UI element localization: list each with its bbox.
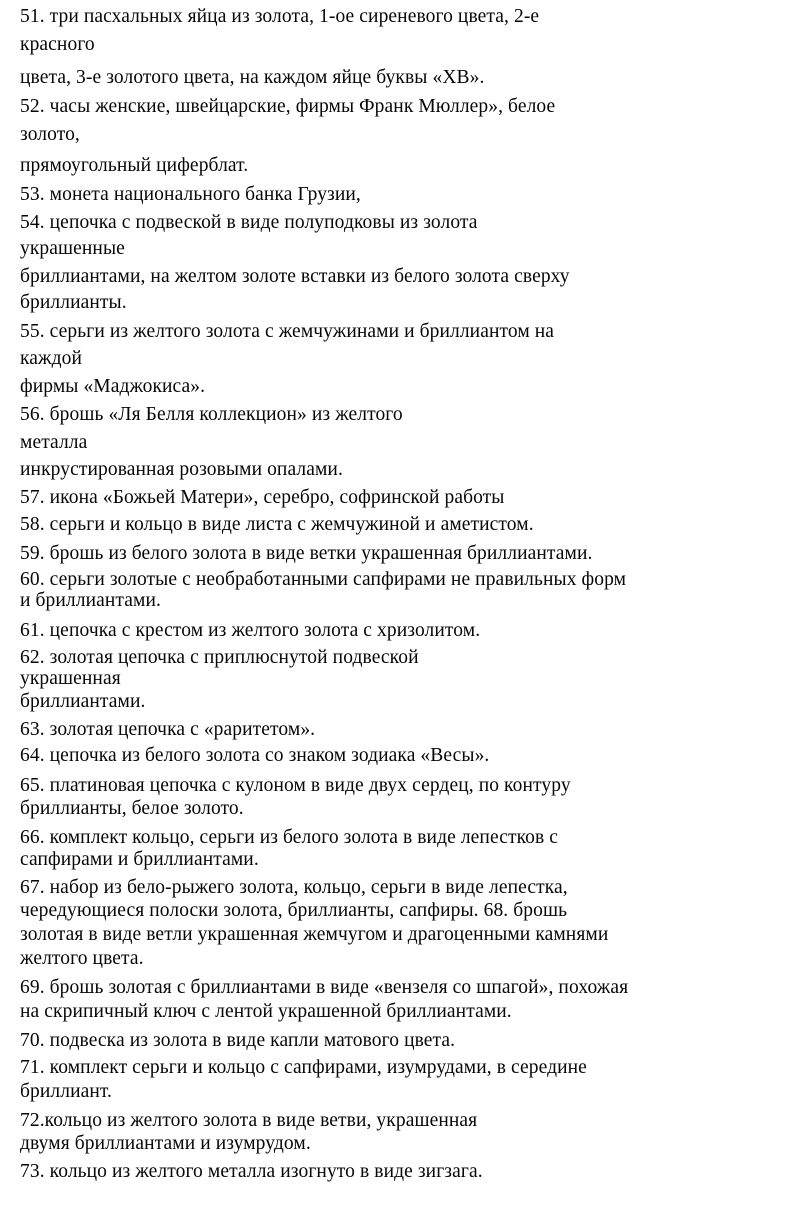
text-line: фирмы «Маджокиса». [20, 376, 206, 397]
text-line: бриллиант. [20, 1081, 113, 1102]
text-line: 57. икона «Божьей Матери», серебро, софринской работы [20, 487, 505, 508]
text-line: 65. платиновая цепочка с кулоном в виде двух сердец, по контуру [20, 775, 571, 796]
text-line: 56. брошь «Ля Белля коллекцион» из желтого [20, 404, 403, 425]
text-line: цвета, 3-е золотого цвета, на каждом яйце буквы «ХВ». [20, 67, 485, 88]
text-line: 62. золотая цепочка с приплюснутой подвеской [20, 647, 419, 668]
text-line: 71. комплект серьги и кольцо с сапфирами, изумрудами, в середине [20, 1057, 587, 1078]
text-line: 54. цепочка с подвеской в виде полуподковы из золота [20, 212, 478, 233]
text-line: металла [20, 432, 88, 453]
text-line: на скрипичный ключ с лентой украшенной бриллиантами. [20, 1001, 512, 1022]
text-line: каждой [20, 348, 83, 369]
text-line: бриллианты. [20, 292, 127, 313]
text-line: 55. серьги из желтого золота с жемчужинами и бриллиантом на [20, 321, 555, 342]
text-line: и бриллиантами. [20, 590, 161, 611]
text-line: 70. подвеска из золота в виде капли матового цвета. [20, 1030, 456, 1051]
text-line: 67. набор из бело-рыжего золота, кольцо, серьги в виде лепестка, [20, 877, 568, 898]
text-line: бриллиантами. [20, 691, 146, 712]
text-line: 61. цепочка с крестом из желтого золота с хризолитом. [20, 620, 481, 641]
text-line: чередующиеся полоски золота, бриллианты, сапфиры. 68. брошь [20, 900, 568, 921]
text-line: украшенная [20, 668, 121, 689]
text-line: 72.кольцо из желтого золота в виде ветви, украшенная [20, 1110, 478, 1131]
text-line: 69. брошь золотая с бриллиантами в виде «вензеля со шпагой», похожая [20, 977, 629, 998]
text-line: бриллианты, белое золото. [20, 798, 244, 819]
text-line: 51. три пасхальных яйца из золота, 1-ое сиреневого цвета, 2-е [20, 6, 540, 27]
text-line: инкрустированная розовыми опалами. [20, 459, 343, 480]
text-line: 64. цепочка из белого золота со знаком зодиака «Весы». [20, 745, 490, 766]
text-line: бриллиантами, на желтом золоте вставки из белого золота сверху [20, 266, 570, 287]
text-line: красного [20, 34, 95, 55]
text-line: украшенные [20, 238, 125, 259]
text-line: желтого цвета. [20, 948, 144, 969]
text-line: 66. комплект кольцо, серьги из белого золота в виде лепестков с [20, 827, 559, 848]
text-line: 59. брошь из белого золота в виде ветки украшенная бриллиантами. [20, 543, 593, 564]
text-line: прямоугольный циферблат. [20, 155, 249, 176]
text-line: 52. часы женские, швейцарские, фирмы Франк Мюллер», белое [20, 96, 556, 117]
text-line: сапфирами и бриллиантами. [20, 849, 259, 870]
text-line: золотая в виде ветли украшенная жемчугом и драгоценными камнями [20, 924, 609, 945]
text-line: 60. серьги золотые с необработанными сапфирами не правильных форм [20, 569, 627, 590]
text-line: 63. золотая цепочка с «раритетом». [20, 719, 316, 740]
text-line: золото, [20, 124, 80, 145]
text-line: двумя бриллиантами и изумрудом. [20, 1133, 311, 1154]
text-line: 73. кольцо из желтого металла изогнуто в виде зигзага. [20, 1161, 483, 1182]
text-line: 53. монета национального банка Грузии, [20, 184, 361, 205]
text-line: 58. серьги и кольцо в виде листа с жемчужиной и аметистом. [20, 514, 534, 535]
